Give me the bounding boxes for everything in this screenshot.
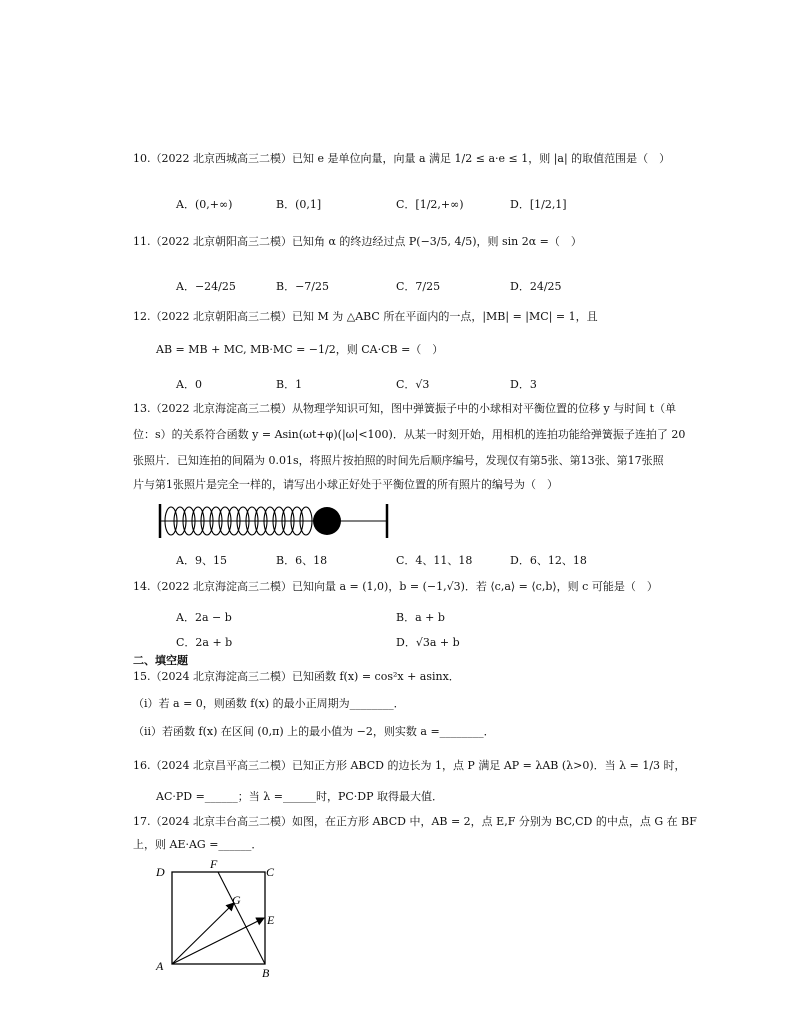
q12-option-c: C．√3 — [396, 378, 430, 391]
question-11-text: 11.（2022 北京朝阳高三二模）已知角 α 的终边经过点 P(−3/5, 4/5)，则 sin 2α =（ ） — [133, 235, 582, 248]
q14-option-d: D．√3a + b — [396, 636, 460, 649]
q12-option-b: B．1 — [276, 378, 303, 391]
question-12-line-2: AB = MB + MC, MB·MC = −1/2，则 CA·CB =（ ） — [156, 343, 444, 356]
q11-option-b: B．−7/25 — [276, 280, 330, 293]
q14-option-c: C．2a + b — [176, 636, 233, 649]
question-13-line-4: 片与第1张照片是完全一样的，请写出小球正好处于平衡位置的所有照片的编号为（ ） — [133, 478, 558, 491]
label-e: E — [267, 913, 275, 927]
q12-option-d: D．3 — [510, 378, 537, 391]
question-11 — [133, 235, 582, 249]
q14-option-a: A．2a − b — [176, 611, 232, 624]
question-13-line-2: 位：s）的关系符合函数 y = Asin(ωt+φ)(|ω|<100)．从某一时刻开始，用相机的连拍功能给弹簧振子连拍了 20 — [133, 428, 686, 441]
question-10 — [133, 152, 670, 166]
q13-option-a: A．9、15 — [176, 554, 227, 567]
q13-option-b: B．6、18 — [276, 554, 328, 567]
question-16-line-1: 16.（2024 北京昌平高三二模）已知正方形 ABCD 的边长为 1，点 P 满足 AP = λAB (λ>0)．当 λ = 1/3 时， — [133, 759, 686, 772]
label-f: F — [210, 858, 218, 871]
question-13-line-3: 张照片．已知连拍的间隔为 0.01s，将照片按拍照的时间先后顺序编号，发现仅有第5张、第13张、第17张照 — [133, 454, 664, 467]
label-g: G — [232, 893, 241, 907]
question-17-line-1: 17.（2024 北京丰台高三二模）如图，在正方形 ABCD 中，AB = 2，点 E,F 分别为 BC,CD 的中点，点 G 在 BF — [133, 815, 697, 828]
question-12-line-1: 12.（2022 北京朝阳高三二模）已知 M 为 △ABC 所在平面内的一点，|MB| = |MC| = 1，且 — [133, 310, 598, 323]
label-b: B — [262, 966, 270, 978]
square-abcd-figure — [150, 858, 290, 978]
question-15-sub-2: （ii）若函数 f(x) 在区间 (0,π) 上的最小值为 −2，则实数 a =________． — [133, 725, 495, 738]
q13-option-d: D．6、12、18 — [510, 554, 587, 567]
question-17-line-2: 上，则 AE·AG =______． — [133, 838, 263, 851]
section-fill-in-blank-heading: 二、填空题 — [133, 654, 188, 667]
spring-oscillator-figure — [155, 502, 395, 542]
question-16-line-2: AC·PD =______；当 λ =______时，PC·DP 取得最大值． — [156, 790, 444, 803]
q10-option-a: A．(0,+∞) — [176, 198, 233, 211]
label-c: C — [266, 865, 275, 879]
label-d: D — [156, 865, 165, 879]
question-13-line-1: 13.（2022 北京海淀高三二模）从物理学知识可知，图中弹簧振子中的小球相对平衡位置的位移 y 与时间 t（单 — [133, 402, 677, 415]
q10-option-d: D．[1/2,1] — [510, 198, 567, 211]
q14-option-b: B．a + b — [396, 611, 445, 624]
q11-option-a: A．−24/25 — [176, 280, 236, 293]
question-15-sub-1: （i）若 a = 0，则函数 f(x) 的最小正周期为________． — [133, 697, 405, 710]
question-10-text: 10.（2022 北京西城高三二模）已知 e 是单位向量，向量 a 满足 1/2 ≤ a·e ≤ 1，则 |a| 的取值范围是（ ） — [133, 152, 671, 165]
q11-option-c: C．7/25 — [396, 280, 441, 293]
q10-option-c: C．[1/2,+∞) — [396, 198, 464, 211]
question-14: 14.（2022 北京海淀高三二模）已知向量 a = (1,0)，b = (−1,√3)．若 ⟨c,a⟩ = ⟨c,b⟩，则 c 可能是（ ） — [133, 580, 658, 593]
label-a: A — [156, 959, 164, 973]
q13-option-c: C．4、11、18 — [396, 554, 473, 567]
q12-option-a: A．0 — [176, 378, 202, 391]
question-15: 15.（2024 北京海淀高三二模）已知函数 f(x) = cos²x + asinx． — [133, 670, 460, 683]
q10-option-b: B．(0,1] — [276, 198, 322, 211]
q11-option-d: D．24/25 — [510, 280, 562, 293]
